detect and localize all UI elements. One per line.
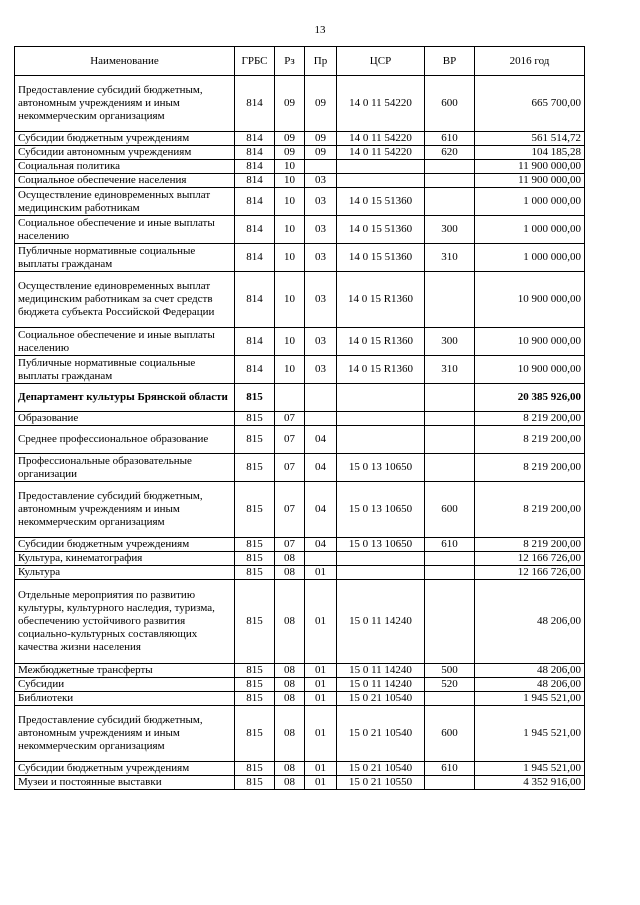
cell-csr: 14 0 15 51360 xyxy=(337,188,425,216)
cell-sum: 8 219 200,00 xyxy=(475,538,585,552)
cell-name: Образование xyxy=(15,412,235,426)
cell-name: Субсидии бюджетным учреждениям xyxy=(15,538,235,552)
cell-rz: 08 xyxy=(275,762,305,776)
cell-pr: 01 xyxy=(305,566,337,580)
table-row xyxy=(15,482,585,538)
cell-sum: 104 185,28 xyxy=(475,146,585,160)
cell-name: Профессиональные образовательные организации xyxy=(15,454,235,482)
cell-vr: 520 xyxy=(425,678,475,692)
cell-rz xyxy=(275,384,305,412)
cell-sum: 8 219 200,00 xyxy=(475,454,585,482)
table-row xyxy=(15,76,585,132)
cell-grbs: 815 xyxy=(235,426,275,454)
cell-grbs: 814 xyxy=(235,76,275,132)
cell-name: Субсидии бюджетным учреждениям xyxy=(15,132,235,146)
cell-pr: 09 xyxy=(305,76,337,132)
cell-vr xyxy=(425,454,475,482)
table-row xyxy=(15,384,585,412)
header-rz: Рз xyxy=(275,47,305,76)
cell-pr: 01 xyxy=(305,762,337,776)
table-row xyxy=(15,692,585,706)
budget-table xyxy=(14,46,585,790)
cell-name: Департамент культуры Брянской области xyxy=(15,384,235,412)
table-row xyxy=(15,188,585,216)
table-row xyxy=(15,580,585,664)
cell-csr xyxy=(337,174,425,188)
cell-grbs: 815 xyxy=(235,678,275,692)
cell-vr xyxy=(425,160,475,174)
cell-rz: 10 xyxy=(275,272,305,328)
cell-sum: 1 000 000,00 xyxy=(475,188,585,216)
cell-vr: 600 xyxy=(425,706,475,762)
table-row xyxy=(15,426,585,454)
cell-pr xyxy=(305,384,337,412)
cell-pr: 03 xyxy=(305,272,337,328)
cell-sum: 48 206,00 xyxy=(475,580,585,664)
cell-sum: 11 900 000,00 xyxy=(475,160,585,174)
cell-name: Социальное обеспечение и иные выплаты населению xyxy=(15,216,235,244)
cell-pr: 03 xyxy=(305,244,337,272)
cell-csr xyxy=(337,384,425,412)
cell-sum: 8 219 200,00 xyxy=(475,426,585,454)
cell-pr: 03 xyxy=(305,188,337,216)
cell-rz: 10 xyxy=(275,244,305,272)
cell-name: Осуществление единовременных выплат медицинским работникам за счет средств бюджета субъекта Российской Федерации xyxy=(15,272,235,328)
cell-sum: 1 000 000,00 xyxy=(475,244,585,272)
cell-pr: 09 xyxy=(305,132,337,146)
cell-name: Библиотеки xyxy=(15,692,235,706)
cell-csr: 15 0 13 10650 xyxy=(337,454,425,482)
cell-csr: 14 0 11 54220 xyxy=(337,146,425,160)
cell-pr: 03 xyxy=(305,174,337,188)
cell-rz: 09 xyxy=(275,132,305,146)
cell-rz: 08 xyxy=(275,706,305,762)
cell-sum: 48 206,00 xyxy=(475,664,585,678)
cell-sum: 1 000 000,00 xyxy=(475,216,585,244)
cell-pr: 01 xyxy=(305,706,337,762)
cell-pr: 09 xyxy=(305,146,337,160)
cell-csr: 15 0 21 10550 xyxy=(337,776,425,790)
cell-name: Публичные нормативные социальные выплаты гражданам xyxy=(15,244,235,272)
cell-vr xyxy=(425,272,475,328)
cell-csr: 14 0 15 R1360 xyxy=(337,356,425,384)
cell-name: Среднее профессиональное образование xyxy=(15,426,235,454)
cell-rz: 07 xyxy=(275,454,305,482)
cell-csr xyxy=(337,426,425,454)
cell-grbs: 815 xyxy=(235,482,275,538)
cell-csr: 14 0 11 54220 xyxy=(337,76,425,132)
cell-name: Субсидии xyxy=(15,678,235,692)
cell-grbs: 814 xyxy=(235,356,275,384)
cell-grbs: 815 xyxy=(235,706,275,762)
cell-vr xyxy=(425,776,475,790)
cell-grbs: 815 xyxy=(235,538,275,552)
cell-vr xyxy=(425,174,475,188)
cell-rz: 08 xyxy=(275,776,305,790)
cell-grbs: 815 xyxy=(235,762,275,776)
table-row xyxy=(15,678,585,692)
cell-csr: 14 0 11 54220 xyxy=(337,132,425,146)
cell-grbs: 815 xyxy=(235,552,275,566)
table-row xyxy=(15,160,585,174)
table-row xyxy=(15,244,585,272)
cell-rz: 10 xyxy=(275,328,305,356)
cell-rz: 09 xyxy=(275,146,305,160)
cell-sum: 12 166 726,00 xyxy=(475,552,585,566)
cell-grbs: 815 xyxy=(235,692,275,706)
cell-pr: 01 xyxy=(305,692,337,706)
cell-grbs: 814 xyxy=(235,244,275,272)
cell-name: Музеи и постоянные выставки xyxy=(15,776,235,790)
table-row xyxy=(15,454,585,482)
cell-grbs: 814 xyxy=(235,146,275,160)
cell-pr: 03 xyxy=(305,216,337,244)
cell-pr: 04 xyxy=(305,538,337,552)
cell-name: Предоставление субсидий бюджетным, автономным учреждениям и иным некоммерческим организациям xyxy=(15,76,235,132)
cell-rz: 07 xyxy=(275,412,305,426)
cell-vr xyxy=(425,692,475,706)
table-row xyxy=(15,272,585,328)
cell-sum: 1 945 521,00 xyxy=(475,762,585,776)
cell-vr: 310 xyxy=(425,356,475,384)
table-row xyxy=(15,174,585,188)
table-row xyxy=(15,762,585,776)
cell-csr xyxy=(337,552,425,566)
cell-grbs: 815 xyxy=(235,384,275,412)
cell-grbs: 814 xyxy=(235,132,275,146)
cell-pr: 01 xyxy=(305,776,337,790)
cell-sum: 8 219 200,00 xyxy=(475,412,585,426)
cell-vr xyxy=(425,412,475,426)
cell-rz: 08 xyxy=(275,580,305,664)
cell-csr: 15 0 21 10540 xyxy=(337,706,425,762)
cell-name: Социальная политика xyxy=(15,160,235,174)
cell-pr: 04 xyxy=(305,482,337,538)
cell-pr xyxy=(305,412,337,426)
table-row xyxy=(15,776,585,790)
table-body xyxy=(15,76,585,790)
cell-name: Субсидии бюджетным учреждениям xyxy=(15,762,235,776)
table-row xyxy=(15,664,585,678)
cell-csr: 14 0 15 51360 xyxy=(337,216,425,244)
cell-csr: 15 0 13 10650 xyxy=(337,538,425,552)
cell-name: Культура, кинематография xyxy=(15,552,235,566)
cell-sum: 1 945 521,00 xyxy=(475,706,585,762)
cell-grbs: 815 xyxy=(235,412,275,426)
cell-vr: 300 xyxy=(425,328,475,356)
cell-vr: 600 xyxy=(425,76,475,132)
cell-sum: 10 900 000,00 xyxy=(475,356,585,384)
cell-vr: 310 xyxy=(425,244,475,272)
cell-csr: 15 0 11 14240 xyxy=(337,678,425,692)
cell-name: Социальное обеспечение населения xyxy=(15,174,235,188)
cell-name: Межбюджетные трансферты xyxy=(15,664,235,678)
cell-pr: 01 xyxy=(305,580,337,664)
cell-name: Осуществление единовременных выплат медицинским работникам xyxy=(15,188,235,216)
cell-vr xyxy=(425,384,475,412)
cell-sum: 10 900 000,00 xyxy=(475,272,585,328)
cell-vr: 500 xyxy=(425,664,475,678)
cell-pr: 03 xyxy=(305,328,337,356)
cell-sum: 12 166 726,00 xyxy=(475,566,585,580)
table-row xyxy=(15,328,585,356)
header-csr: ЦСР xyxy=(337,47,425,76)
table-row xyxy=(15,538,585,552)
cell-sum: 10 900 000,00 xyxy=(475,328,585,356)
cell-vr: 610 xyxy=(425,132,475,146)
cell-name: Социальное обеспечение и иные выплаты населению xyxy=(15,328,235,356)
cell-pr: 04 xyxy=(305,454,337,482)
cell-name: Субсидии автономным учреждениям xyxy=(15,146,235,160)
cell-rz: 10 xyxy=(275,174,305,188)
cell-grbs: 814 xyxy=(235,188,275,216)
cell-vr: 300 xyxy=(425,216,475,244)
cell-grbs: 815 xyxy=(235,566,275,580)
cell-sum: 11 900 000,00 xyxy=(475,174,585,188)
cell-vr xyxy=(425,580,475,664)
cell-name: Культура xyxy=(15,566,235,580)
cell-csr: 15 0 21 10540 xyxy=(337,762,425,776)
table-row xyxy=(15,216,585,244)
table-row xyxy=(15,566,585,580)
cell-csr: 14 0 15 R1360 xyxy=(337,272,425,328)
cell-sum: 48 206,00 xyxy=(475,678,585,692)
cell-name: Публичные нормативные социальные выплаты гражданам xyxy=(15,356,235,384)
cell-rz: 08 xyxy=(275,552,305,566)
table-row xyxy=(15,412,585,426)
cell-name: Предоставление субсидий бюджетным, автономным учреждениям и иным некоммерческим организациям xyxy=(15,482,235,538)
cell-sum: 561 514,72 xyxy=(475,132,585,146)
cell-pr: 03 xyxy=(305,356,337,384)
cell-grbs: 814 xyxy=(235,174,275,188)
cell-sum: 1 945 521,00 xyxy=(475,692,585,706)
cell-pr: 01 xyxy=(305,678,337,692)
cell-rz: 07 xyxy=(275,426,305,454)
cell-vr: 610 xyxy=(425,538,475,552)
cell-rz: 08 xyxy=(275,664,305,678)
header-year: 2016 год xyxy=(475,47,585,76)
cell-rz: 10 xyxy=(275,216,305,244)
cell-pr xyxy=(305,160,337,174)
header-name: Наименование xyxy=(15,47,235,76)
table-row xyxy=(15,146,585,160)
cell-sum: 665 700,00 xyxy=(475,76,585,132)
cell-csr xyxy=(337,566,425,580)
cell-csr: 14 0 15 51360 xyxy=(337,244,425,272)
cell-pr xyxy=(305,552,337,566)
table-row xyxy=(15,356,585,384)
cell-csr xyxy=(337,160,425,174)
header-grbs: ГРБС xyxy=(235,47,275,76)
page-number: 13 xyxy=(314,24,326,36)
cell-grbs: 815 xyxy=(235,454,275,482)
cell-vr xyxy=(425,566,475,580)
cell-name: Предоставление субсидий бюджетным, автономным учреждениям и иным некоммерческим организациям xyxy=(15,706,235,762)
table-row xyxy=(15,132,585,146)
cell-rz: 10 xyxy=(275,356,305,384)
table-row xyxy=(15,552,585,566)
cell-grbs: 815 xyxy=(235,776,275,790)
cell-name: Отдельные мероприятия по развитию культуры, культурного наследия, туризма, обеспечению устойчивого развития социально-культурных составляющих качества жизни населения xyxy=(15,580,235,664)
header-vr: ВР xyxy=(425,47,475,76)
cell-rz: 08 xyxy=(275,566,305,580)
cell-sum: 4 352 916,00 xyxy=(475,776,585,790)
cell-sum: 8 219 200,00 xyxy=(475,482,585,538)
cell-rz: 10 xyxy=(275,160,305,174)
cell-rz: 09 xyxy=(275,76,305,132)
cell-vr: 600 xyxy=(425,482,475,538)
cell-rz: 10 xyxy=(275,188,305,216)
cell-grbs: 815 xyxy=(235,580,275,664)
cell-vr xyxy=(425,426,475,454)
table-header-row xyxy=(15,47,585,76)
cell-csr: 15 0 13 10650 xyxy=(337,482,425,538)
cell-csr: 15 0 11 14240 xyxy=(337,580,425,664)
cell-csr: 14 0 15 R1360 xyxy=(337,328,425,356)
cell-grbs: 814 xyxy=(235,160,275,174)
cell-vr: 610 xyxy=(425,762,475,776)
cell-vr xyxy=(425,188,475,216)
cell-vr xyxy=(425,552,475,566)
cell-grbs: 815 xyxy=(235,664,275,678)
cell-rz: 07 xyxy=(275,482,305,538)
table-row xyxy=(15,706,585,762)
cell-grbs: 814 xyxy=(235,272,275,328)
cell-pr: 01 xyxy=(305,664,337,678)
cell-rz: 08 xyxy=(275,692,305,706)
header-pr: Пр xyxy=(305,47,337,76)
cell-grbs: 814 xyxy=(235,216,275,244)
cell-grbs: 814 xyxy=(235,328,275,356)
cell-pr: 04 xyxy=(305,426,337,454)
cell-csr: 15 0 21 10540 xyxy=(337,692,425,706)
cell-sum: 20 385 926,00 xyxy=(475,384,585,412)
cell-rz: 07 xyxy=(275,538,305,552)
cell-csr xyxy=(337,412,425,426)
cell-rz: 08 xyxy=(275,678,305,692)
cell-vr: 620 xyxy=(425,146,475,160)
cell-csr: 15 0 11 14240 xyxy=(337,664,425,678)
